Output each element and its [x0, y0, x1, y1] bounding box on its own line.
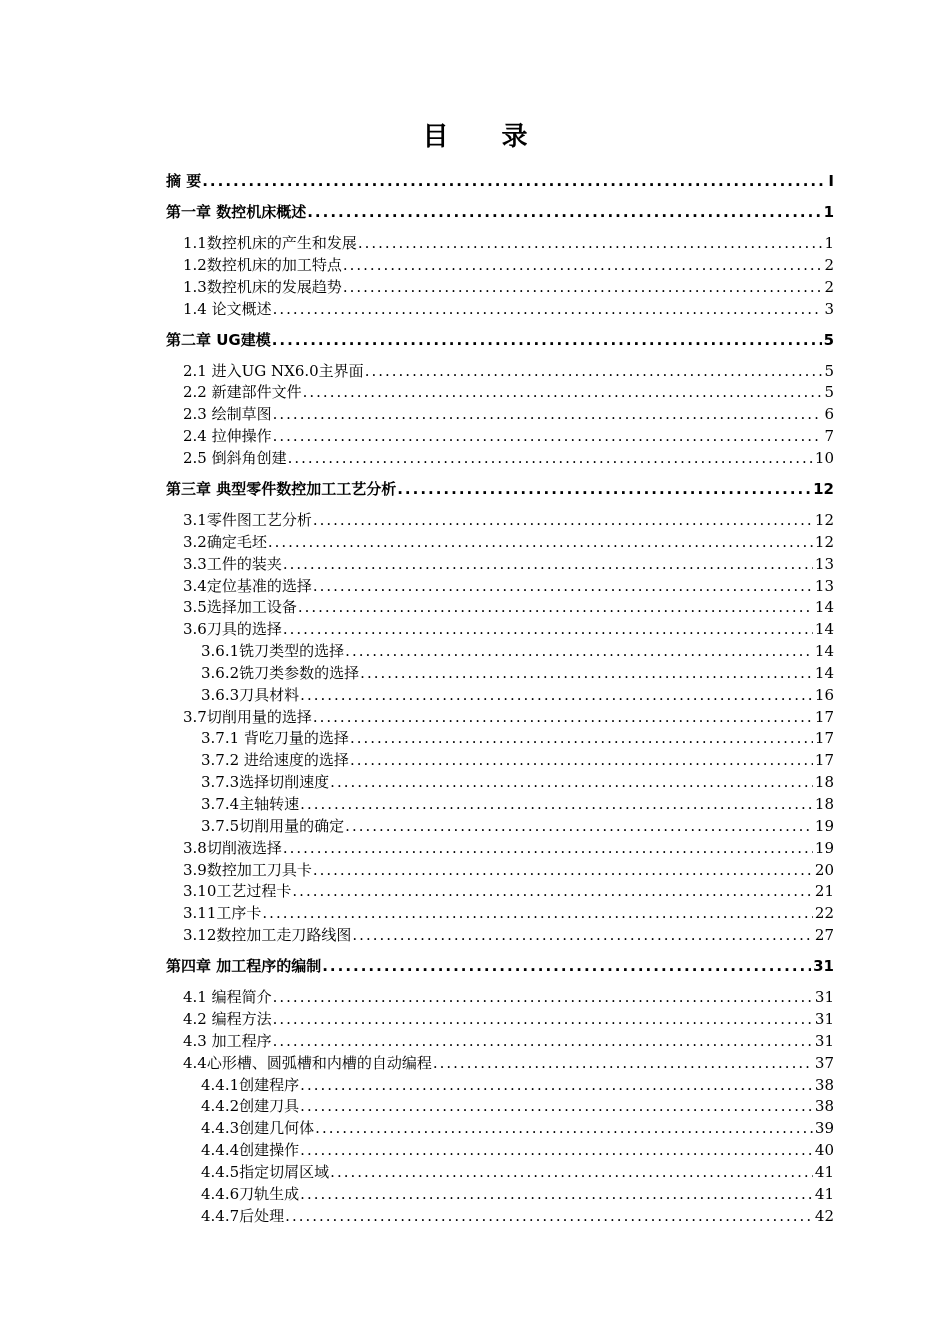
toc-page-number: 31 — [813, 957, 834, 976]
toc-entry-label: 4.4.3创建几何体 — [201, 1119, 315, 1138]
toc-leader-dots — [300, 1185, 813, 1203]
toc-page-number: 38 — [814, 1097, 834, 1116]
toc-page-number: 2 — [824, 255, 834, 274]
toc-entry-label: 3.7.5切削用量的确定 — [201, 816, 345, 835]
toc-entry-label: 3.6刀具的选择 — [183, 620, 282, 639]
toc-entry-label: 1.2数控机床的加工特点 — [183, 255, 342, 274]
toc-page-number: 18 — [814, 795, 834, 813]
toc-section-entry[interactable] — [183, 706, 834, 727]
toc-entry-label: 4.4.1创建程序 — [201, 1075, 300, 1094]
toc-page-number: 1 — [824, 234, 834, 252]
toc-section-entry[interactable] — [201, 727, 834, 748]
toc-section-entry[interactable] — [201, 662, 834, 683]
toc-entry-label: 4.4心形槽、圆弧槽和内槽的自动编程 — [183, 1053, 432, 1072]
toc-entry-label: 1.3数控机床的发展趋势 — [183, 277, 342, 296]
toc-section-entry[interactable] — [183, 986, 834, 1007]
toc-leader-dots — [365, 362, 823, 380]
toc-leader-dots — [273, 988, 813, 1006]
toc-section-entry[interactable] — [183, 298, 834, 319]
toc-page-number: 20 — [814, 860, 834, 879]
toc-page-number: 41 — [814, 1184, 834, 1203]
toc-leader-dots — [273, 1032, 813, 1050]
toc-chapter-entry[interactable] — [166, 170, 834, 191]
toc-entry-label: 4.4.4创建操作 — [201, 1141, 300, 1160]
toc-section-entry[interactable] — [183, 575, 834, 596]
toc-entry-label: 摘 要 — [166, 172, 202, 190]
toc-entry-label: 3.7.1 背吃刀量的选择 — [201, 729, 349, 748]
toc-leader-dots — [300, 795, 813, 813]
toc-page-number: 14 — [814, 598, 834, 617]
toc-leader-dots — [283, 839, 813, 857]
toc-entry-label: 第二章 UG建模 — [166, 330, 271, 349]
toc-chapter-entry[interactable] — [166, 478, 834, 499]
toc-section-entry[interactable] — [183, 618, 834, 639]
toc-entry-label: 3.1零件图工艺分析 — [183, 510, 312, 529]
toc-section-entry[interactable] — [183, 425, 834, 446]
toc-page-number: 2 — [824, 277, 834, 296]
toc-leader-dots — [313, 861, 813, 879]
toc-leader-dots — [360, 664, 813, 682]
toc-entry-label: 2.2 新建部件文件 — [183, 383, 302, 402]
toc-leader-dots — [273, 405, 823, 423]
toc-page-number: 40 — [814, 1141, 834, 1160]
toc-section-entry[interactable] — [183, 360, 834, 381]
toc-page-number: 17 — [814, 729, 834, 748]
toc-section-entry[interactable] — [201, 1161, 834, 1182]
toc-section-entry[interactable] — [183, 509, 834, 530]
toc-entry-label: 4.4.7后处理 — [201, 1206, 285, 1225]
toc-leader-dots — [315, 1119, 813, 1137]
toc-entry-label: 3.10工艺过程卡 — [183, 882, 292, 901]
toc-page-number: 13 — [814, 554, 834, 573]
toc-entry-label: 3.3工件的装夹 — [183, 554, 282, 573]
toc-entry-label: 4.1 编程简介 — [183, 988, 272, 1007]
toc-leader-dots — [358, 234, 823, 252]
toc-leader-dots — [300, 1141, 813, 1159]
toc-section-entry[interactable] — [201, 749, 834, 770]
toc-page-number: 1 — [823, 203, 834, 221]
toc-page-number: 19 — [814, 816, 834, 835]
toc-page-number: 42 — [814, 1206, 834, 1225]
toc-page-number: 22 — [814, 904, 834, 923]
toc-section-entry[interactable] — [201, 1117, 834, 1138]
toc-section-entry[interactable] — [183, 1052, 834, 1073]
toc-section-entry[interactable] — [201, 1183, 834, 1204]
toc-page-number: 7 — [824, 427, 834, 446]
toc-section-entry[interactable] — [201, 793, 834, 814]
toc-entry-label: 3.5选择加工设备 — [183, 598, 297, 617]
toc-entry-label: 3.11工序卡 — [183, 904, 262, 923]
toc-entry-label: 3.2确定毛坯 — [183, 532, 267, 551]
toc-leader-dots — [350, 729, 813, 747]
toc-page-number: 13 — [814, 576, 834, 595]
toc-entry-label: 3.7切削用量的选择 — [183, 707, 312, 726]
toc-section-entry[interactable] — [183, 1008, 834, 1029]
toc-section-entry[interactable] — [183, 902, 834, 923]
toc-entry-label: 3.6.3刀具材料 — [201, 685, 300, 704]
toc-page-number: 41 — [814, 1162, 834, 1181]
toc-page-number: 21 — [814, 882, 834, 901]
toc-leader-dots — [300, 686, 813, 704]
toc-entry-label: 第四章 加工程序的编制 — [166, 957, 322, 976]
toc-page-number: 5 — [823, 330, 834, 349]
toc-leader-dots — [285, 1207, 813, 1225]
toc-leader-dots — [273, 1010, 813, 1028]
toc-page-number: 18 — [814, 773, 834, 792]
toc-section-entry[interactable] — [183, 447, 834, 468]
toc-section-entry[interactable] — [183, 924, 834, 945]
toc-page-number: 14 — [814, 663, 834, 682]
toc-page-number: 17 — [814, 707, 834, 726]
toc-section-entry[interactable] — [201, 640, 834, 661]
toc-leader-dots — [313, 511, 813, 529]
toc-entry-label: 第三章 典型零件数控加工工艺分析 — [166, 479, 397, 498]
toc-chapter-entry[interactable] — [166, 329, 834, 350]
toc-leader-dots — [397, 480, 811, 498]
toc-entry-label: 4.3 加工程序 — [183, 1031, 272, 1050]
toc-section-entry[interactable] — [183, 859, 834, 880]
toc-entry-label: 3.7.3选择切削速度 — [201, 773, 330, 792]
toc-leader-dots — [343, 256, 823, 274]
toc-entry-label: 1.4 论文概述 — [183, 299, 272, 318]
toc-page-number: 31 — [814, 1009, 834, 1028]
toc-entry-label: 3.7.4主轴转速 — [201, 795, 300, 813]
toc-entry-label: 3.9数控加工刀具卡 — [183, 860, 312, 879]
toc-page-number: 3 — [824, 299, 834, 318]
toc-entry-label: 4.4.6刀轨生成 — [201, 1184, 300, 1203]
toc-section-entry[interactable] — [201, 1139, 834, 1160]
toc-leader-dots — [202, 172, 826, 190]
toc-section-entry[interactable] — [201, 684, 834, 705]
toc-section-entry[interactable] — [183, 531, 834, 552]
toc-entry-label: 3.8切削液选择 — [183, 838, 282, 857]
toc-page-number: 5 — [824, 383, 834, 402]
toc-leader-dots — [268, 533, 813, 551]
toc-section-entry[interactable] — [183, 403, 834, 424]
toc-entry-label: 3.4定位基准的选择 — [183, 576, 312, 595]
toc-page-number: 31 — [814, 1031, 834, 1050]
toc-chapter-entry[interactable] — [166, 201, 834, 222]
toc-page-number: 5 — [824, 361, 834, 380]
toc-leader-dots — [313, 708, 813, 726]
toc-page-number: 38 — [814, 1075, 834, 1094]
toc-section-entry[interactable] — [183, 254, 834, 275]
toc-section-entry[interactable] — [201, 1095, 834, 1116]
toc-leader-dots — [345, 817, 813, 835]
toc-section-entry[interactable] — [201, 815, 834, 836]
toc-section-entry[interactable] — [201, 771, 834, 792]
toc-leader-dots — [292, 882, 813, 900]
toc-leader-dots — [300, 1097, 813, 1115]
toc-entry-label: 2.4 拉伸操作 — [183, 427, 272, 446]
toc-page-number: 17 — [814, 751, 834, 770]
toc-leader-dots — [307, 203, 821, 221]
toc-leader-dots — [283, 555, 813, 573]
toc-entry-label: 3.7.2 进给速度的选择 — [201, 751, 349, 770]
toc-section-entry[interactable] — [183, 880, 834, 901]
toc-leader-dots — [343, 278, 823, 296]
toc-leader-dots — [283, 620, 813, 638]
toc-leader-dots — [262, 904, 813, 922]
toc-page-number: 19 — [814, 838, 834, 857]
toc-page-number: 12 — [814, 510, 834, 529]
toc-entry-label: 4.2 编程方法 — [183, 1009, 272, 1028]
toc-leader-dots — [313, 577, 813, 595]
toc-page-number: 10 — [814, 448, 834, 467]
toc-entry-label: 1.1数控机床的产生和发展 — [183, 234, 357, 252]
toc-leader-dots — [272, 331, 822, 349]
toc-page-number: I — [828, 172, 834, 190]
toc-page-number: 37 — [814, 1053, 834, 1072]
toc-page-number: 39 — [814, 1119, 834, 1138]
toc-entry-label: 2.3 绘制草图 — [183, 405, 272, 424]
toc-section-entry[interactable] — [183, 276, 834, 297]
toc-leader-dots — [300, 1076, 813, 1094]
toc-section-entry[interactable] — [183, 837, 834, 858]
toc-page-number: 27 — [814, 926, 834, 945]
toc-page-number: 31 — [814, 988, 834, 1007]
toc-page-number: 14 — [814, 620, 834, 639]
toc-entry-label: 3.6.2铣刀类参数的选择 — [201, 663, 360, 682]
toc-section-entry[interactable] — [183, 381, 834, 402]
toc-leader-dots — [303, 383, 823, 401]
toc-entry-label: 第一章 数控机床概述 — [166, 203, 307, 221]
toc-leader-dots — [345, 642, 813, 660]
toc-leader-dots — [273, 427, 823, 445]
toc-section-entry[interactable] — [183, 232, 834, 253]
toc-page-number: 12 — [813, 479, 834, 498]
toc-section-entry[interactable] — [183, 553, 834, 574]
toc-entry-label: 4.4.2创建刀具 — [201, 1097, 300, 1116]
toc-page-number: 12 — [814, 532, 834, 551]
toc-entry-label: 3.12数控加工走刀路线图 — [183, 926, 352, 945]
toc-page-number: 16 — [814, 685, 834, 704]
toc-entry-label: 2.1 进入UG NX6.0主界面 — [183, 361, 364, 380]
toc-section-entry[interactable] — [201, 1074, 834, 1095]
toc-leader-dots — [273, 300, 823, 318]
page-title: 目 录 — [422, 122, 550, 152]
toc-page-number: 14 — [814, 642, 834, 661]
toc-leader-dots — [322, 957, 811, 975]
toc-leader-dots — [330, 1163, 813, 1181]
toc-section-entry[interactable] — [201, 1205, 834, 1226]
toc-entry-label: 4.4.5指定切屑区域 — [201, 1162, 330, 1181]
toc-chapter-entry[interactable] — [166, 955, 834, 976]
toc-leader-dots — [433, 1054, 813, 1072]
toc-entry-label: 3.6.1铣刀类型的选择 — [201, 642, 345, 661]
toc-leader-dots — [350, 751, 813, 769]
toc-entry-label: 2.5 倒斜角创建 — [183, 448, 287, 467]
toc-leader-dots — [288, 449, 813, 467]
toc-page-number: 6 — [824, 405, 834, 424]
toc-leader-dots — [352, 926, 813, 944]
toc-leader-dots — [330, 773, 813, 791]
toc-section-entry[interactable] — [183, 596, 834, 617]
toc-section-entry[interactable] — [183, 1030, 834, 1051]
toc-leader-dots — [298, 598, 813, 616]
